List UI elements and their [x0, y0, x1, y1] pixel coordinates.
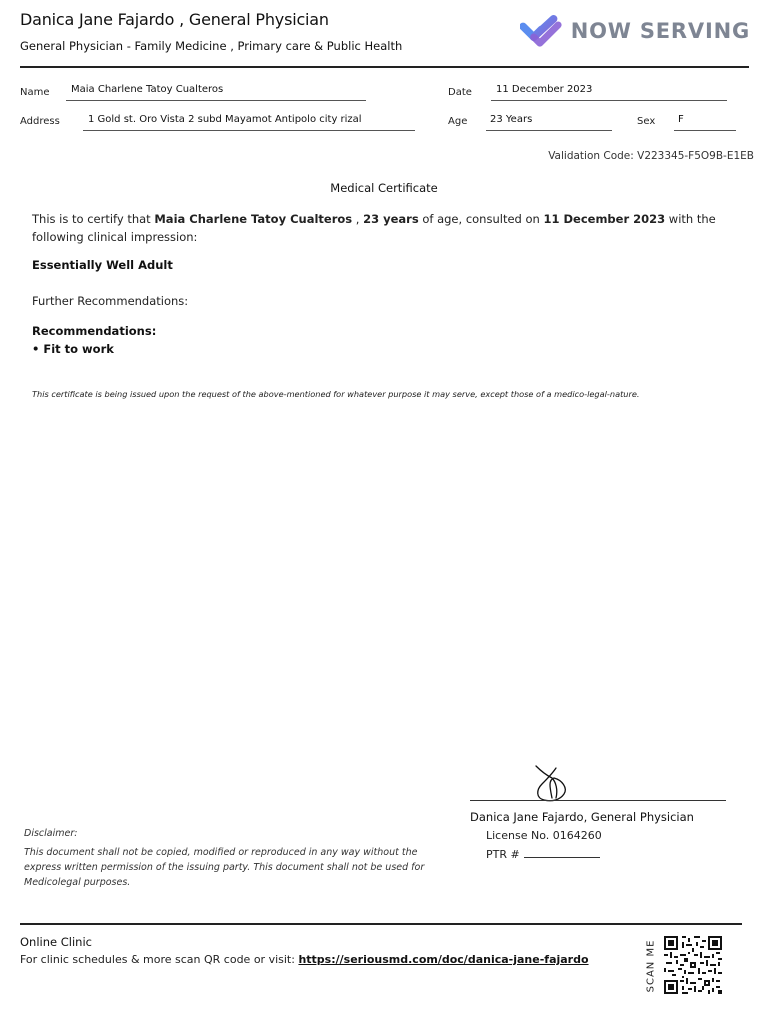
recommendations-label: Recommendations:	[32, 324, 157, 338]
address-label: Address	[20, 116, 60, 127]
disclaimer-text: This document shall not be copied, modified or reproduced in any way without the express written permission of the issuing party. This document shall not be used for Medicolegal purposes.	[24, 847, 425, 888]
ptr-blank-line	[524, 847, 600, 858]
recommendation-item: • Fit to work	[32, 342, 114, 356]
doctor-specialty: General Physician - Family Medicine , Primary care & Public Health	[20, 39, 403, 53]
clinic-text: For clinic schedules & more scan QR code or visit:	[20, 953, 299, 966]
qr-code-icon[interactable]	[664, 936, 722, 994]
date-label: Date	[448, 87, 472, 98]
signature-line	[470, 800, 726, 801]
statement-age: 23 years	[363, 212, 419, 226]
statement-ending: with the following clinical impression:	[32, 212, 716, 244]
online-clinic-text	[20, 953, 589, 966]
sex-value: F	[678, 114, 684, 125]
statement-separator: ,	[352, 212, 364, 226]
name-underline	[66, 100, 366, 101]
further-recommendations-label: Further Recommendations:	[32, 294, 189, 308]
scan-me-label	[642, 938, 660, 994]
header-divider	[20, 66, 749, 68]
sex-label: Sex	[637, 116, 656, 127]
doctor-name-heading: Danica Jane Fajardo , General Physician	[20, 10, 329, 29]
address-value: 1 Gold st. Oro Vista 2 subd Mayamot Antipolo city rizal	[88, 114, 362, 125]
signatory-title: , General Physician	[583, 810, 694, 824]
footer-divider	[20, 923, 742, 925]
statement-intro: This is to certify that	[32, 212, 155, 226]
age-underline	[486, 130, 612, 131]
address-underline	[83, 130, 415, 131]
age-label: Age	[448, 116, 468, 127]
online-clinic-title: Online Clinic	[20, 935, 92, 949]
certificate-title: Medical Certificate	[330, 181, 438, 195]
scan-me-text: SCAN ME	[645, 939, 657, 993]
age-value: 23 Years	[490, 114, 533, 125]
now-serving-logo	[520, 8, 750, 54]
clinic-link[interactable]: https://seriousmd.com/doc/danica-jane-fajardo	[298, 953, 589, 966]
ptr-field	[486, 847, 600, 861]
date-value: 11 December 2023	[496, 84, 593, 95]
statement-consulted: of age, consulted on	[418, 212, 544, 226]
certificate-statement	[32, 210, 732, 246]
issuance-note: This certificate is being issued upon the request of the above-mentioned for whatever purpose it may serve, except those of a medico-legal-nature.	[32, 389, 640, 399]
logo-text: NOW SERVING	[570, 19, 750, 43]
license-number: License No. 0164260	[486, 829, 602, 842]
validation-code: Validation Code: V223345-F5O9B-E1EB	[548, 150, 754, 162]
signature-image	[526, 762, 578, 804]
sex-underline	[674, 130, 736, 131]
signatory-name-bold: Danica Jane Fajardo	[470, 810, 584, 824]
ptr-label: PTR #	[486, 848, 520, 861]
clinical-impression: Essentially Well Adult	[32, 258, 173, 272]
patient-name-value: Maia Charlene Tatoy Cualteros	[71, 84, 224, 95]
statement-patient-name: Maia Charlene Tatoy Cualteros	[154, 212, 353, 226]
statement-date: 11 December 2023	[543, 212, 666, 226]
signatory-name	[470, 810, 694, 824]
disclaimer-label: Disclaimer:	[24, 828, 78, 839]
name-label: Name	[20, 87, 50, 98]
heart-check-icon	[520, 9, 563, 53]
date-underline	[491, 100, 727, 101]
